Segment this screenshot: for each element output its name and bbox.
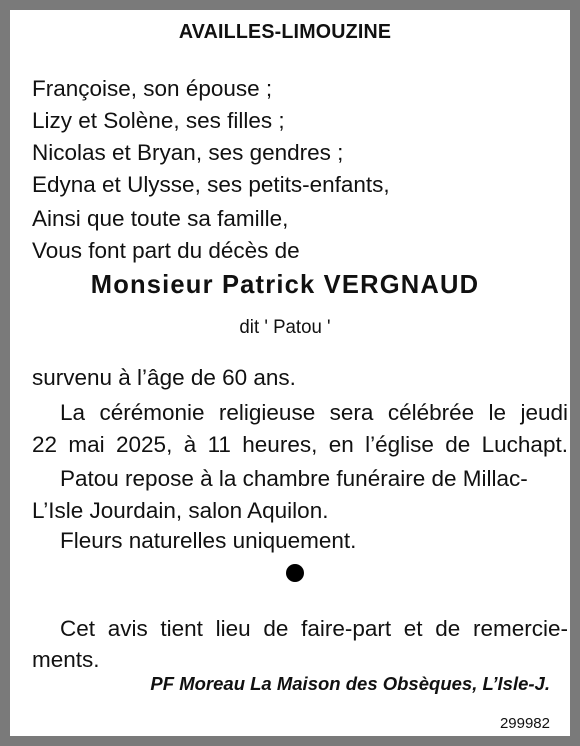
- ceremony-line-2-wrap: [32, 432, 568, 458]
- family-line: Vous font part du décès de: [32, 238, 300, 263]
- closing-line-1: Cet avis tient lieu de faire-part et de remercie-: [60, 616, 568, 641]
- closing-line-1-wrap: [60, 616, 568, 642]
- family-line: Edyna et Ulysse, ses petits-enfants,: [32, 172, 390, 197]
- notice-body: [10, 10, 570, 736]
- rest-line-1: Patou repose à la chambre funéraire de Millac-: [60, 466, 528, 491]
- flowers-line: Fleurs naturelles uniquement.: [60, 528, 357, 553]
- deceased-name: Monsieur Patrick VERGNAUD: [90, 269, 480, 299]
- closing-line-2: ments.: [32, 647, 100, 672]
- age-line: survenu à l’âge de 60 ans.: [32, 365, 296, 390]
- funeral-home-signature: PF Moreau La Maison des Obsèques, L’Isle-J.: [150, 673, 550, 694]
- nickname: dit ' Patou ': [239, 317, 331, 338]
- ceremony-line-2: 22 mai 2025, à 11 heures, en l’église de Luchapt.: [32, 432, 568, 457]
- reference-number: 299982: [499, 715, 550, 732]
- ceremony-line: [60, 400, 568, 426]
- ceremony-line-1: La cérémonie religieuse sera célébrée le jeudi: [60, 400, 568, 425]
- location-heading: AVAILLES-LIMOUZINE: [178, 21, 392, 43]
- family-line: Lizy et Solène, ses filles ;: [32, 108, 285, 133]
- family-line: Françoise, son épouse ;: [32, 76, 273, 101]
- family-line: Ainsi que toute sa famille,: [32, 206, 289, 231]
- family-line: Nicolas et Bryan, ses gendres ;: [32, 140, 344, 165]
- rest-line-2: L’Isle Jourdain, salon Aquilon.: [32, 498, 329, 523]
- bullet-dot: [286, 564, 304, 582]
